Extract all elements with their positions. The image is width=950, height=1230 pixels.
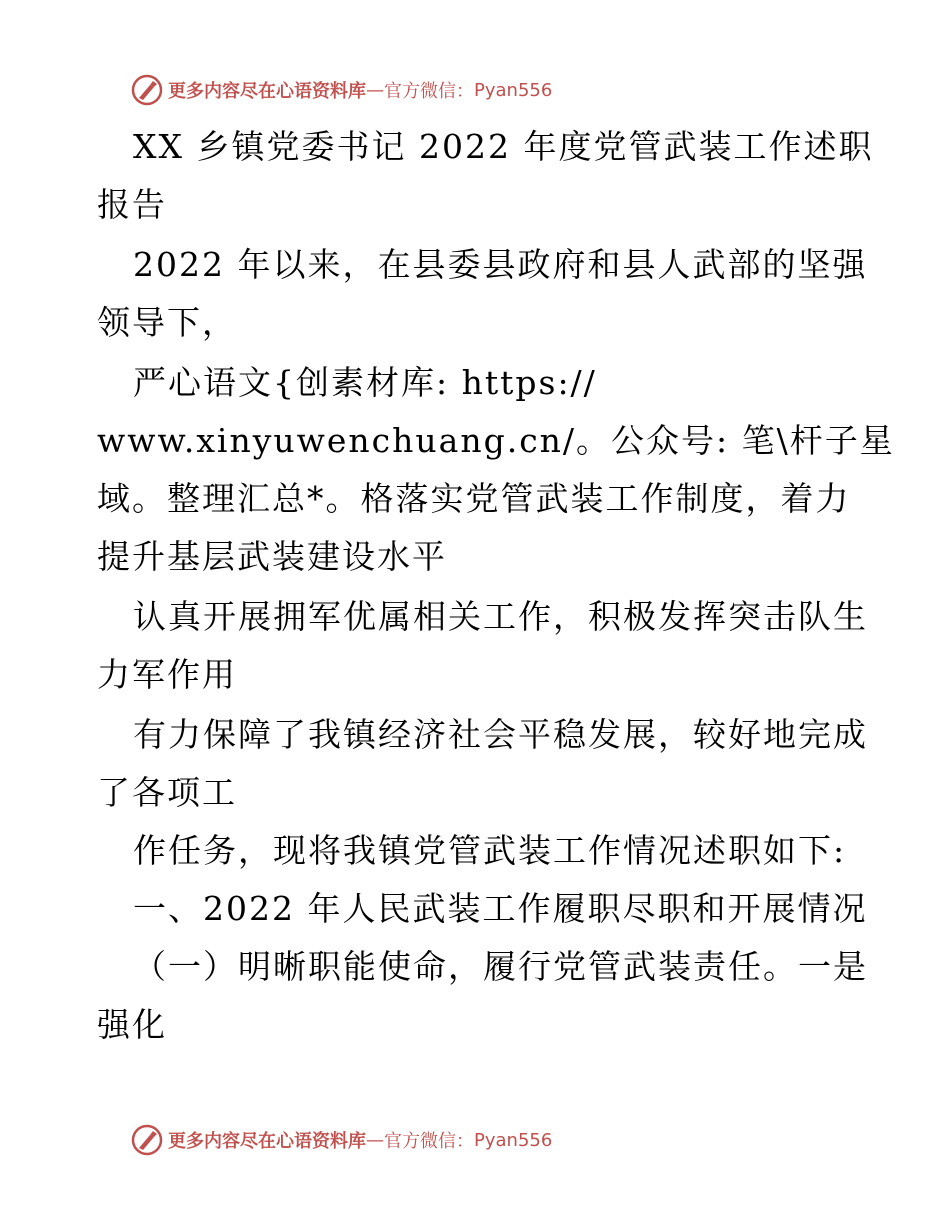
- paragraph-line: 严心语文{创素材库: https://: [133, 363, 597, 402]
- watermark-id: Pyan556: [474, 1129, 553, 1151]
- watermark-id: Pyan556: [474, 79, 553, 101]
- watermark-text: 更多内容尽在心语资料库: [168, 1131, 366, 1152]
- paragraph-line: 认真开展拥军优属相关工作，积极发挥突击队生: [133, 597, 868, 636]
- paragraph-line: www.xinyuwenchuang.cn/。公众号: 笔\杆子星: [97, 421, 895, 460]
- title-line-1: XX 乡镇党委书记 2022 年度党管武装工作述职: [133, 127, 874, 166]
- paragraph-line: 领导下，: [97, 303, 237, 342]
- watermark-separator: —: [366, 79, 384, 101]
- paragraph-line: 了各项工: [97, 773, 237, 812]
- watermark-label: 官方微信：: [384, 1131, 474, 1152]
- header-watermark: [0, 70, 950, 110]
- watermark-text: 更多内容尽在心语资料库: [168, 81, 366, 102]
- section-heading: 一、2022 年人民武装工作履职尽职和开展情况: [133, 889, 868, 928]
- watermark-label: 官方微信：: [384, 81, 474, 102]
- paragraph-line: 有力保障了我镇经济社会平稳发展，较好地完成: [133, 715, 868, 754]
- title-line-2: 报告: [97, 185, 167, 224]
- footer-watermark: [0, 1120, 950, 1160]
- paragraph-line: 力军作用: [97, 655, 237, 694]
- pen-nib-circle-icon: [130, 73, 164, 107]
- paragraph-line: 强化: [97, 1005, 167, 1044]
- paragraph-line: 提升基层武装建设水平: [97, 537, 447, 576]
- watermark-separator: —: [366, 1129, 384, 1151]
- subsection-heading: （一）明晰职能使命，履行党管武装责任。一是: [133, 947, 868, 986]
- paragraph-line: 作任务，现将我镇党管武装工作情况述职如下:: [133, 831, 847, 870]
- pen-nib-circle-icon: [130, 1123, 164, 1157]
- paragraph-line: 2022 年以来，在县委县政府和县人武部的坚强: [133, 245, 868, 284]
- paragraph-line: 域。整理汇总*。格落实党管武装工作制度，着力: [97, 479, 851, 518]
